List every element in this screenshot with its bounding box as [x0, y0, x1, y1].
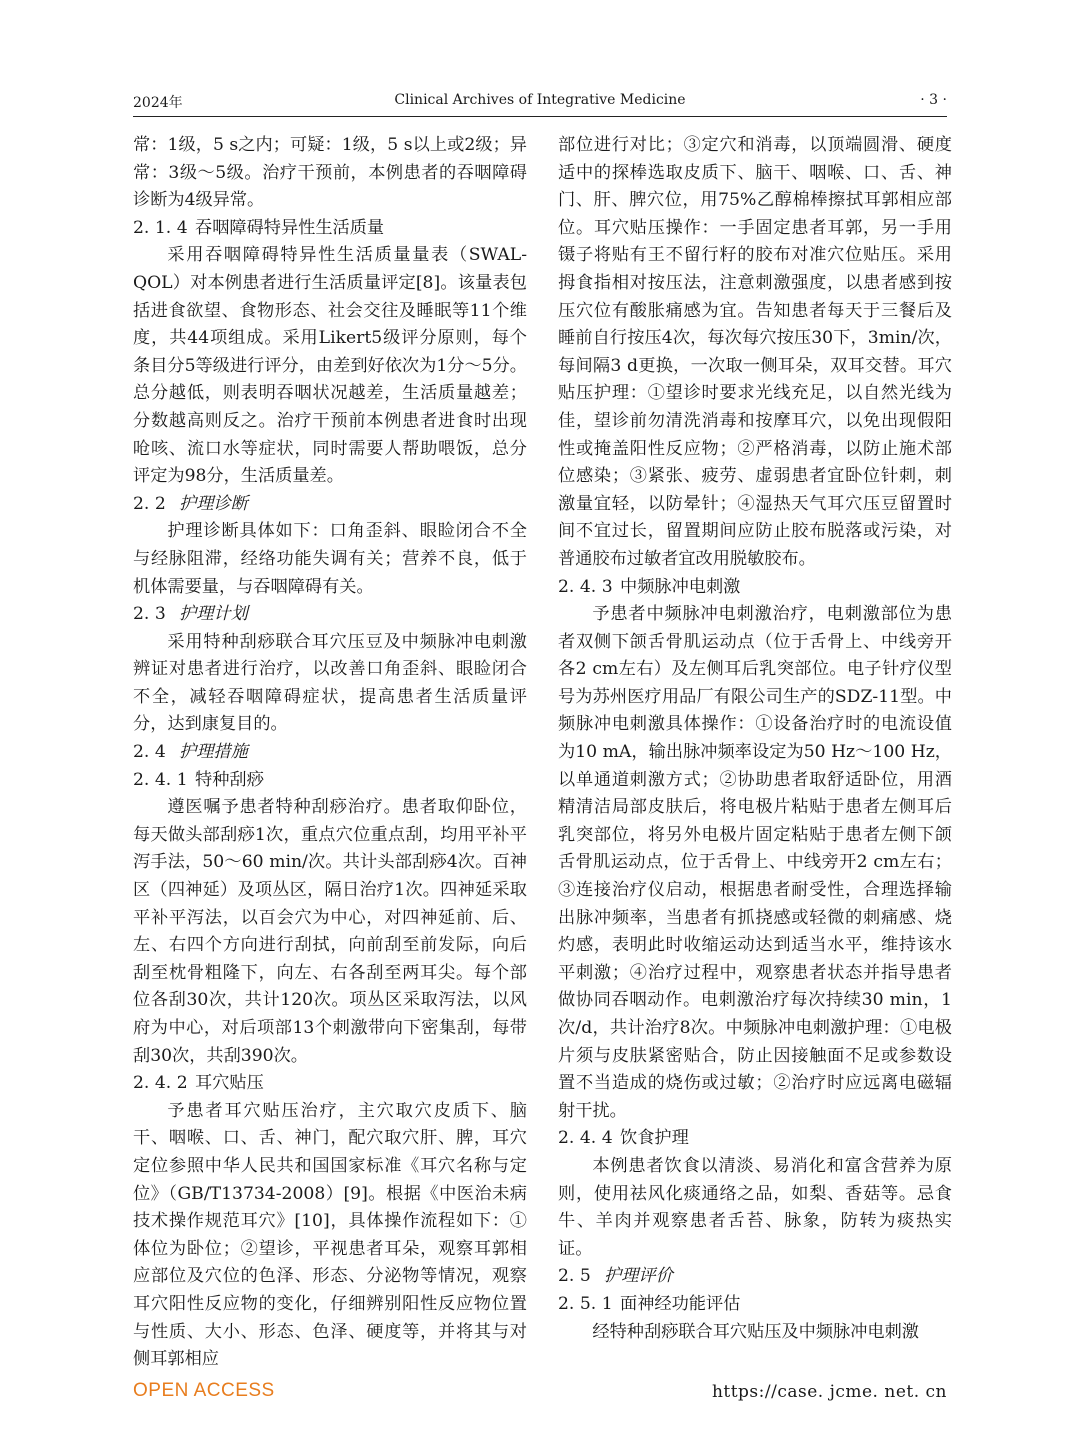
section-title: 中频脉冲电刺激	[620, 576, 741, 597]
section-number: 2. 2	[133, 493, 166, 514]
header-journal-title: Clinical Archives of Integrative Medicine	[394, 92, 686, 108]
section-heading-2-2	[133, 491, 527, 519]
section-title: 护理计划	[179, 604, 248, 625]
section-heading-2-1-4	[133, 215, 527, 243]
section-number: 2. 5. 1	[558, 1293, 613, 1314]
section-heading-2-4-2	[133, 1070, 527, 1098]
header-page-number: · 3 ·	[920, 92, 947, 108]
paragraph: 护理诊断具体如下：口角歪斜、眼睑闭合不全与经脉阻滞，经络功能失调有关；营养不良，低于机体需要量，与吞咽障碍有关。	[133, 521, 527, 597]
paragraph: 常：1级，5 s之内；可疑：1级，5 s以上或2级；异常：3级～5级。治疗干预前，本例患者的吞咽障碍诊断为4级异常。	[133, 135, 527, 211]
section-title: 护理措施	[179, 742, 248, 763]
section-heading-2-5-1	[558, 1291, 952, 1319]
section-number: 2. 3	[133, 604, 166, 625]
section-number: 2. 4. 3	[558, 576, 613, 597]
paragraph: 遵医嘱予患者特种刮痧治疗。患者取仰卧位，每天做头部刮痧1次，重点穴位重点刮，均用平补平泻手法，50～60 min/次。共计头部刮痧4次。百神区（四神延）及项丛区，隔日治疗1次。四神延采取平补平泻法，以百会穴为中心，对四神延前、后、左、右四个方向进行刮拭，向前刮至前发际，向后刮至枕骨粗隆下，向左、右各刮至两耳尖。每个部位各刮30次，共计120次。项丛区采取泻法，以风府为中心，对后项部13个刺激带向下密集刮，每带刮30次，共刮390次。	[133, 797, 527, 1066]
open-access-label: OPEN ACCESS	[133, 1380, 275, 1401]
paragraph: 部位进行对比；③定穴和消毒，以顶端圆滑、硬度适中的探棒选取皮质下、脑干、咽喉、口、舌、神门、肝、脾穴位，用75%乙醇棉棒擦拭耳郭相应部位。耳穴贴压操作：一手固定患者耳郭，另一手用镊子将贴有王不留行籽的胶布对准穴位贴压。采用拇食指相对按压法，注意刺激强度，以患者感到按压穴位有酸胀痛感为宜。告知患者每天于三餐后及睡前自行按压4次，每次每穴按压30下，3min/次，每间隔3 d更换，一次取一侧耳朵，双耳交替。耳穴贴压护理：①望诊时要求光线充足，以自然光线为佳，望诊前勿清洗消毒和按摩耳穴，以免出现假阳性或掩盖阳性反应物；②严格消毒，以防止施术部位感染；③紧张、疲劳、虚弱患者宜卧位针刺，刺激量宜轻，以防晕针；④湿热天气耳穴压豆留置时间不宜过长，留置期间应防止胶布脱落或污染，对普通胶布过敏者宜改用脱敏胶布。	[558, 135, 952, 569]
section-title: 面神经功能评估	[620, 1293, 741, 1314]
journal-url-link[interactable]: https://case. jcme. net. cn	[711, 1382, 947, 1402]
running-header	[133, 88, 947, 112]
section-number: 2. 4. 1	[133, 769, 188, 790]
section-title: 饮食护理	[620, 1128, 689, 1149]
page-footer	[133, 1380, 947, 1408]
paragraph: 采用特种刮痧联合耳穴压豆及中频脉冲电刺激辨证对患者进行治疗，以改善口角歪斜、眼睑闭合不全，减轻吞咽障碍症状，提高患者生活质量评分，达到康复目的。	[133, 631, 527, 735]
right-column	[558, 132, 952, 1346]
section-heading-2-4-4	[558, 1125, 952, 1153]
section-title: 护理评价	[604, 1266, 673, 1287]
header-year: 2024年	[133, 95, 183, 111]
section-title: 特种刮痧	[195, 769, 264, 790]
section-title: 耳穴贴压	[195, 1073, 264, 1094]
section-number: 2. 4. 4	[558, 1128, 613, 1149]
section-heading-2-4-1	[133, 767, 527, 795]
section-heading-2-4-3	[558, 574, 952, 602]
paragraph: 本例患者饮食以清淡、易消化和富含营养为原则，使用祛风化痰通络之品，如梨、香菇等。忌食牛、羊肉并观察患者舌苔、脉象，防转为痰热实证。	[558, 1155, 952, 1259]
section-title: 吞咽障碍特异性生活质量	[195, 217, 385, 238]
paragraph: 予患者中频脉冲电刺激治疗，电刺激部位为患者双侧下颌舌骨肌运动点（位于舌骨上、中线旁开各2 cm左右）及左侧耳后乳突部位。电子针疗仪型号为苏州医疗用品厂有限公司生产的SDZ-11型。中频脉冲电刺激具体操作：①设备治疗时的电流设值为10 mA，输出脉冲频率设定为50 Hz～100 Hz，以单通道刺激方式；②协助患者取舒适卧位，用酒精清洁局部皮肤后，将电极片粘贴于患者左侧耳后乳突部位，将另外电极片固定粘贴于患者左侧下颌舌骨肌运动点，位于舌骨上、中线旁开2 cm左右；③连接治疗仪启动，根据患者耐受性，合理选择输出脉冲频率，当患者有抓挠感或轻微的刺痛感、烧灼感，表明此时收缩运动达到适当水平，维持该水平刺激；④治疗过程中，观察患者状态并指导患者做协同吞咽动作。电刺激治疗每次持续30 min，1次/d，共计治疗8次。中频脉冲电刺激护理：①电极片须与皮肤紧密贴合，防止因接触面不足或参数设置不当造成的烧伤或过敏；②治疗时应远离电磁辐射干扰。	[558, 604, 952, 1121]
paragraph: 采用吞咽障碍特异性生活质量量表（SWAL-QOL）对本例患者进行生活质量评定[8]。该量表包括进食欲望、食物形态、社会交往及睡眠等11个维度，共44项组成。采用Likert5级评分原则，每个条目分5等级进行评分，由差到好依次为1分～5分。总分越低，则表明吞咽状况越差，生活质量越差；分数越高则反之。治疗干预前本例患者进食时出现呛咳、流口水等症状，同时需要人帮助喂饭，总分评定为98分，生活质量差。	[133, 245, 527, 487]
section-heading-2-5	[558, 1263, 952, 1291]
section-number: 2. 4	[133, 742, 166, 763]
header-rule	[133, 116, 947, 117]
paragraph: 予患者耳穴贴压治疗，主穴取穴皮质下、脑干、咽喉、口、舌、神门，配穴取穴肝、脾，耳穴定位参照中华人民共和国国家标准《耳穴名称与定位》（GB/T13734-2008）[9]。根据《中医治未病技术操作规范耳穴》[10]，具体操作流程如下：①体位为卧位；②望诊，平视患者耳朵，观察耳郭相应部位及穴位的色泽、形态、分泌物等情况，观察耳穴阳性反应物的变化，仔细辨别阳性反应物位置与性质、大小、形态、色泽、硬度等，并将其与对侧耳郭相应	[133, 1100, 527, 1370]
section-title: 护理诊断	[179, 493, 248, 514]
section-number: 2. 5	[558, 1266, 591, 1287]
left-column	[133, 132, 527, 1374]
section-number: 2. 4. 2	[133, 1073, 188, 1094]
section-heading-2-3	[133, 601, 527, 629]
section-heading-2-4	[133, 739, 527, 767]
section-number: 2. 1. 4	[133, 217, 188, 238]
paragraph: 经特种刮痧联合耳穴贴压及中频脉冲电刺激	[592, 1321, 919, 1342]
